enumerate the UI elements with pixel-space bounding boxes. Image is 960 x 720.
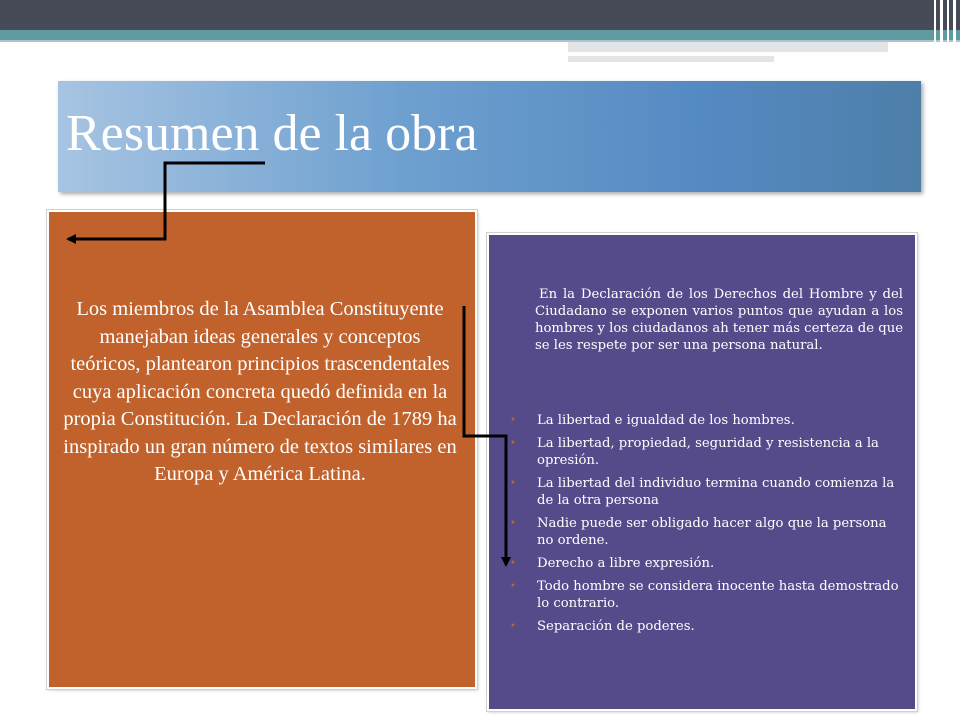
list-item: • Derecho a libre expresión. <box>510 556 715 571</box>
list-item: • La libertad, propiedad, seguridad y resistencia a la opresión. <box>510 436 879 468</box>
bullet-icon: • <box>510 478 516 489</box>
bullet-icon: • <box>510 438 516 449</box>
list-item: • La libertad e igualdad de los hombres. <box>510 413 795 428</box>
summary-text: Los miembros de la Asamblea Constituyente manejaban ideas generales y conceptos teóricos, plantearon principios trascendentales cuya aplicación concreta quedó definida en la propia Constitución. La Declaración de 1789 ha inspirado un gran número de textos similares en Europa y América Latina. <box>63 298 457 485</box>
list-item: • Nadie puede ser obligado hacer algo que la persona no ordene. <box>510 516 887 548</box>
list-item: • La libertad del individuo termina cuando comienza la de la otra persona <box>510 476 895 508</box>
arrow-left-icon <box>68 163 265 239</box>
bullet-icon: • <box>510 518 516 529</box>
bullet-icon: • <box>510 558 516 569</box>
list-item: • Separación de poderes. <box>510 619 695 634</box>
bullet-icon: • <box>510 621 516 632</box>
bullet-icon: • <box>510 415 516 426</box>
list-item: • Todo hombre se considera inocente hasta demostrado lo contrario. <box>510 579 899 611</box>
declaration-intro: En la Declaración de los Derechos del Hombre y del Ciudadano se exponen varios puntos que ayudan a los hombres y los ciudadanos ah tener más certeza de que se les respete por ser una persona natural. <box>535 287 903 353</box>
arrow-down-icon <box>464 306 506 565</box>
bullet-icon: • <box>510 581 516 592</box>
slide-title: Resumen de la obra <box>66 105 478 162</box>
